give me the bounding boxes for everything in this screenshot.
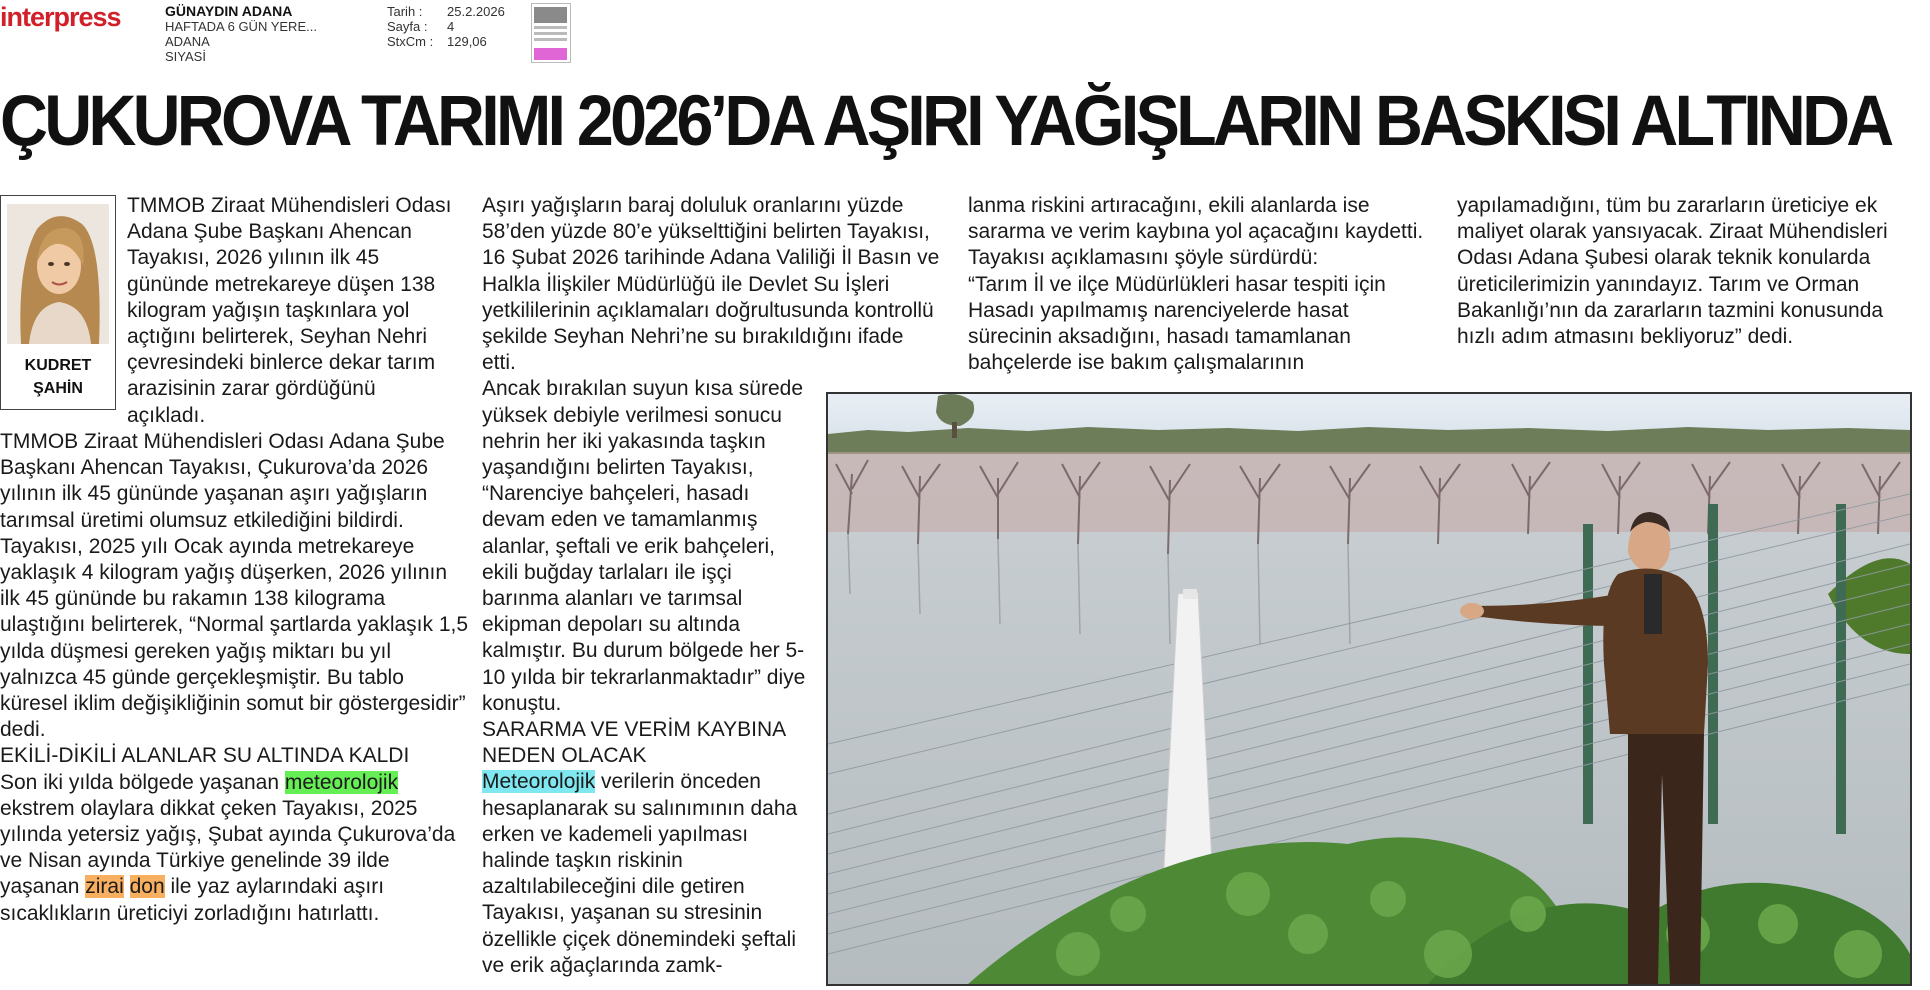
author-portrait xyxy=(7,204,109,344)
intro-paragraph: TMMOB Ziraat Mühendisleri Odası Adana Şube Başkanı Ahencan Tayakısı, 2026 yılının ilk 45 gününde metrekareye düşen 138 kilogram yağışın taşkınlara yol açtığını belirterek, Seyhan Nehri çevresindeki binlerce dekar tarım arazisinin zarar gördüğünü açıkladı. xyxy=(127,194,452,427)
headline: ÇUKUROVA TARIMI 2026’DA AŞIRI YAĞIŞLARIN BASKISI ALTINDA xyxy=(0,82,1891,161)
column-4 xyxy=(1457,193,1927,350)
publication-section: SIYASİ xyxy=(165,49,206,64)
page-value: 4 xyxy=(447,19,455,34)
paragraph: Tayakısı, 2025 yılı Ocak ayında metrekareye yaklaşık 4 kilogram yağış düşerken, 2026 yılının ilk 45 gününde bu rakamın 138 kilograma ulaştığını belirterek, “Normal şartlarda yaklaşık 1,5 yılda düşmesi gereken yağış miktarı bu yıl yalnızca 45 günde gerçekleşmiştir. Bu tablo küresel iklim değişikliğinin somut bir göstergesidir” dedi. xyxy=(0,534,469,742)
photo-illustration xyxy=(828,394,1910,984)
stxcm-value: 129,06 xyxy=(447,34,487,49)
highlight-meteorolojik: meteorolojik xyxy=(284,770,399,794)
highlight-meteorolojik: Meteorolojik xyxy=(482,770,596,794)
column-3 xyxy=(968,193,1428,376)
stxcm-label: StxCm : xyxy=(387,34,434,49)
paragraph: TMMOB Ziraat Mühendisleri Odası Adana Şube Başkanı Ahencan Tayakısı, Çukurova’da 2026 yılının ilk 45 gününde yaşanan aşırı yağışların tarımsal üretimi olumsuz etkilediğini bildirdi. xyxy=(0,430,445,532)
paragraph: Aşırı yağışların baraj doluluk oranlarını yüzde 58’den yüzde 80’e yükselttiğini belirten Tayakısı, 16 Şubat 2026 tarihinde Adana Valiliği İl Basın ve Halkla İlişkiler Müdürlüğü ile Devlet Su İşleri yetkililerinin açıklamaları doğrultusunda kontrollü şekilde Seyhan Nehri’ne su bırakıldığını ifade etti. xyxy=(482,194,940,375)
paragraph: Meteorolojik verilerin önceden hesaplanarak su salınımının daha erken ve kademeli yapılması halinde taşkın riskinin azaltılabileceğini dile getiren Tayakısı, yaşanan su stresinin özellikle çiçek dönemindeki şeftali ve erik ağaçlarında zamk- xyxy=(482,770,798,977)
date-value: 25.2.2026 xyxy=(447,4,505,19)
paragraph: “Tarım İl ve ilçe Müdürlükleri hasar tespiti için Hasadı yapılmamış narenciyelerde hasat sürecinin aksadığını, hasadı tamamlanan bahçelerde ise bakım çalışmalarının xyxy=(968,272,1386,375)
clipping-meta xyxy=(387,4,505,49)
highlight-zirai: zirai xyxy=(85,875,124,899)
date-label: Tarih : xyxy=(387,4,423,19)
publication-info xyxy=(165,4,317,64)
highlight-don: don xyxy=(129,875,165,899)
interpress-logo xyxy=(0,2,121,33)
publication-name: GÜNAYDIN ADANA xyxy=(165,3,293,19)
subheading: SARARMA VE VERİM KAYBINA NEDEN OLACAK xyxy=(482,718,786,768)
subheading: EKİLİ-DİKİLİ ALANLAR SU ALTINDA KALDI xyxy=(0,744,410,768)
author-first-name: KUDRET xyxy=(24,357,92,374)
paragraph: yapılamadığını, tüm bu zararların üreticiye ek maliyet olarak yansıyacak. Ziraat Mühendisleri Odası Adana Şubesi olarak teknik konularda üreticilerimizin yanındayız. Tarım ve Orman Bakanlığı’nın da zararların tazmini konusunda hızlı adım atmasını bekliyoruz” dedi. xyxy=(1457,194,1888,349)
column-1-intro xyxy=(127,193,457,429)
paragraph: Son iki yılda bölgede yaşanan meteorolojik ekstrem olaylara dikkat çeken Tayakısı, 2025 yılında yetersiz yağış, Şubat ayında Çukurova’da ve Nisan ayında Türkiye genelinde 39 ilde yaşanan zirai don ile yaz aylarındaki aşırı sıcaklıkların üreticiyi zorladığını hatırlattı. xyxy=(0,770,456,925)
publication-frequency: HAFTADA 6 GÜN YERE... xyxy=(165,19,317,34)
author-last-name: ŞAHİN xyxy=(33,380,83,397)
page-label: Sayfa : xyxy=(387,19,428,34)
logo-text: interpress xyxy=(0,2,121,32)
publication-city: ADANA xyxy=(165,34,210,49)
column-1-body xyxy=(0,429,470,927)
flooded-orchard-photo xyxy=(826,392,1912,986)
author-box xyxy=(0,195,116,410)
page-thumbnail[interactable] xyxy=(531,3,571,63)
paragraph: lanma riskini artıracağını, ekili alanlarda ise sararma ve verim kaybına yol açacağını kaydetti. Tayakısı açıklamasını şöyle sürdürdü: xyxy=(968,194,1424,270)
author-name xyxy=(1,354,115,400)
paragraph: Ancak bırakılan suyun kısa sürede yüksek debiyle verilmesi sonucu nehrin her iki yakasında taşkın yaşandığını belirten Tayakısı, “Narenciye bahçeleri, hasadı devam eden ve tamamlanmış alanlar, şeftali ve erik bahçeleri, ekili buğday tarlaları ile işçi barınma alanları ve tarımsal ekipman depoları su altında kalmıştır. Bu durum bölgede her 5-10 yılda bir tekrarlanmaktadır” diye konuştu. xyxy=(482,377,806,715)
